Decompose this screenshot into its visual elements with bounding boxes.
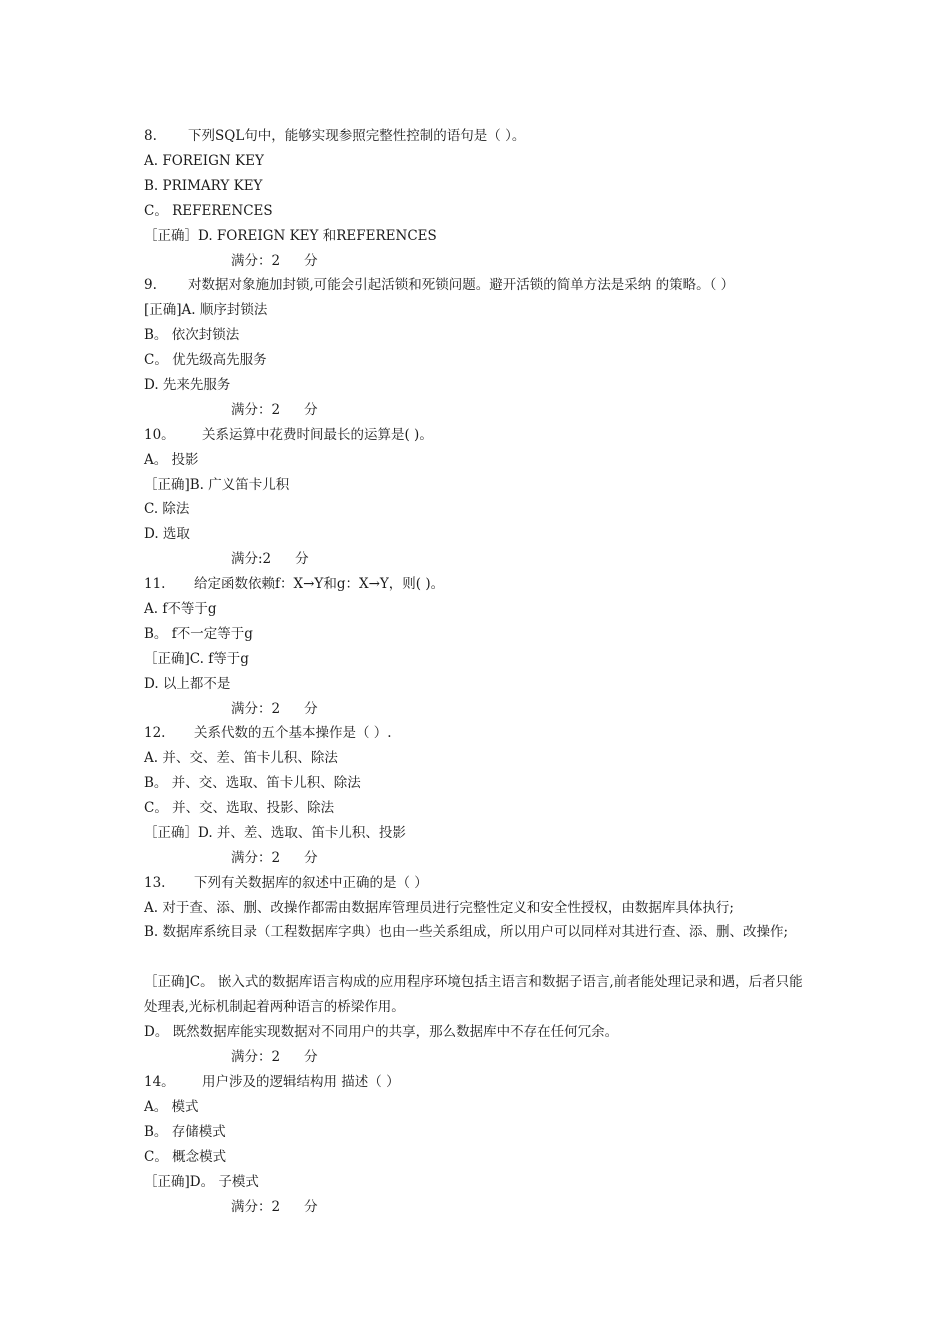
question-9-option-a: [正确]A. 顺序封锁法 bbox=[144, 302, 268, 318]
question-number: 10。 bbox=[144, 427, 175, 443]
question-9-stem bbox=[144, 276, 734, 294]
question-8-option-c: C。 REFERENCES bbox=[144, 203, 273, 219]
question-13-option-a: A. 对于查、添、删、改操作都需由数据库管理员进行完整性定义和安全性授权，由数据库具体执行; bbox=[144, 900, 734, 916]
question-14-option-b: B。 存储模式 bbox=[144, 1124, 226, 1140]
question-8-stem bbox=[144, 127, 525, 145]
question-9-score bbox=[231, 401, 318, 419]
score-unit: 分 bbox=[304, 1049, 318, 1065]
question-11-option-a: A. f不等于g bbox=[144, 601, 217, 617]
question-14-stem bbox=[144, 1073, 400, 1091]
question-10-option-c: C. 除法 bbox=[144, 501, 190, 517]
question-10-score bbox=[231, 550, 309, 568]
question-10-option-d: D. 选取 bbox=[144, 526, 190, 542]
score-unit: 分 bbox=[304, 253, 318, 269]
question-11-option-c: ［正确]C. f等于g bbox=[144, 651, 249, 667]
score-unit: 分 bbox=[304, 402, 318, 418]
question-12-option-b: B。 并、交、选取、笛卡儿积、除法 bbox=[144, 775, 361, 791]
question-12-score bbox=[231, 849, 318, 867]
score-label: 满分：2 bbox=[231, 402, 281, 418]
question-11-option-d: D. 以上都不是 bbox=[144, 676, 231, 692]
question-12-option-c: C。 并、交、选取、投影、除法 bbox=[144, 800, 335, 816]
question-13-option-d: D。 既然数据库能实现数据对不同用户的共享，那么数据库中不存在任何冗余。 bbox=[144, 1024, 619, 1040]
question-8-score bbox=[231, 252, 318, 270]
score-label: 满分:2 bbox=[231, 551, 272, 567]
score-unit: 分 bbox=[304, 1199, 318, 1215]
question-text: 下列有关数据库的叙述中正确的是（ ） bbox=[194, 875, 428, 891]
question-10-option-a: A。 投影 bbox=[144, 452, 199, 468]
question-number: 13. bbox=[144, 875, 166, 891]
question-9-option-d: D. 先来先服务 bbox=[144, 377, 231, 393]
question-9-option-b: B。 依次封锁法 bbox=[144, 327, 240, 343]
score-label: 满分：2 bbox=[231, 701, 281, 717]
question-9-option-c: C。 优先级高先服务 bbox=[144, 352, 267, 368]
question-12-option-d: ［正确］D. 并、差、选取、笛卡儿积、投影 bbox=[144, 825, 406, 841]
question-14-option-a: A。 模式 bbox=[144, 1099, 199, 1115]
question-number: 14。 bbox=[144, 1074, 175, 1090]
question-13-option-c: ［正确]C。 嵌入式的数据库语言构成的应用程序环境包括主语言和数据子语言,前者能处理记录和遇，后者只能处理表,光标机制起着两种语言的桥梁作用。 bbox=[144, 974, 803, 1015]
question-14-option-c: C。 概念模式 bbox=[144, 1149, 227, 1165]
question-number: 12. bbox=[144, 725, 166, 741]
score-label: 满分：2 bbox=[231, 253, 281, 269]
question-11-stem bbox=[144, 575, 444, 593]
question-text: 用户涉及的逻辑结构用 描述（ ） bbox=[202, 1074, 400, 1090]
score-label: 满分：2 bbox=[231, 1049, 281, 1065]
question-12-option-a: A. 并、交、差、笛卡儿积、除法 bbox=[144, 750, 338, 766]
score-unit: 分 bbox=[295, 551, 309, 567]
question-text: 下列SQL句中，能够实现参照完整性控制的语句是（ ）。 bbox=[188, 128, 526, 144]
question-13-stem bbox=[144, 874, 428, 892]
question-10-option-b: ［正确]B. 广义笛卡儿积 bbox=[144, 477, 290, 493]
question-text: 给定函数依赖f：X→Y和g：X→Y，则( )。 bbox=[194, 576, 445, 592]
question-13-option-b: B. 数据库系统目录（工程数据库字典）也由一些关系组成，所以用户可以同样对其进行查、添、删、改操作; bbox=[144, 924, 789, 940]
score-label: 满分：2 bbox=[231, 850, 281, 866]
question-14-option-d: ［正确]D。 子模式 bbox=[144, 1174, 259, 1190]
question-number: 8. bbox=[144, 128, 157, 144]
question-text: 关系代数的五个基本操作是（ ）. bbox=[194, 725, 392, 741]
question-12-stem bbox=[144, 724, 392, 742]
question-8-option-b: B. PRIMARY KEY bbox=[144, 178, 263, 194]
question-11-option-b: B。 f不一定等于g bbox=[144, 626, 253, 642]
score-label: 满分：2 bbox=[231, 1199, 281, 1215]
score-unit: 分 bbox=[304, 701, 318, 717]
question-8-option-d: ［正确］D. FOREIGN KEY 和REFERENCES bbox=[144, 228, 437, 244]
question-13-score bbox=[231, 1048, 318, 1066]
question-number: 11. bbox=[144, 576, 166, 592]
question-text: 关系运算中花费时间最长的运算是( )。 bbox=[202, 427, 433, 443]
question-11-score bbox=[231, 700, 318, 718]
question-number: 9. bbox=[144, 277, 157, 293]
score-unit: 分 bbox=[304, 850, 318, 866]
question-10-stem bbox=[144, 426, 433, 444]
question-8-option-a: A. FOREIGN KEY bbox=[144, 153, 264, 169]
question-text: 对数据对象施加封锁,可能会引起活锁和死锁问题。避开活锁的简单方法是采纳 的策略。（ ） bbox=[188, 277, 735, 293]
question-14-score bbox=[231, 1198, 318, 1216]
